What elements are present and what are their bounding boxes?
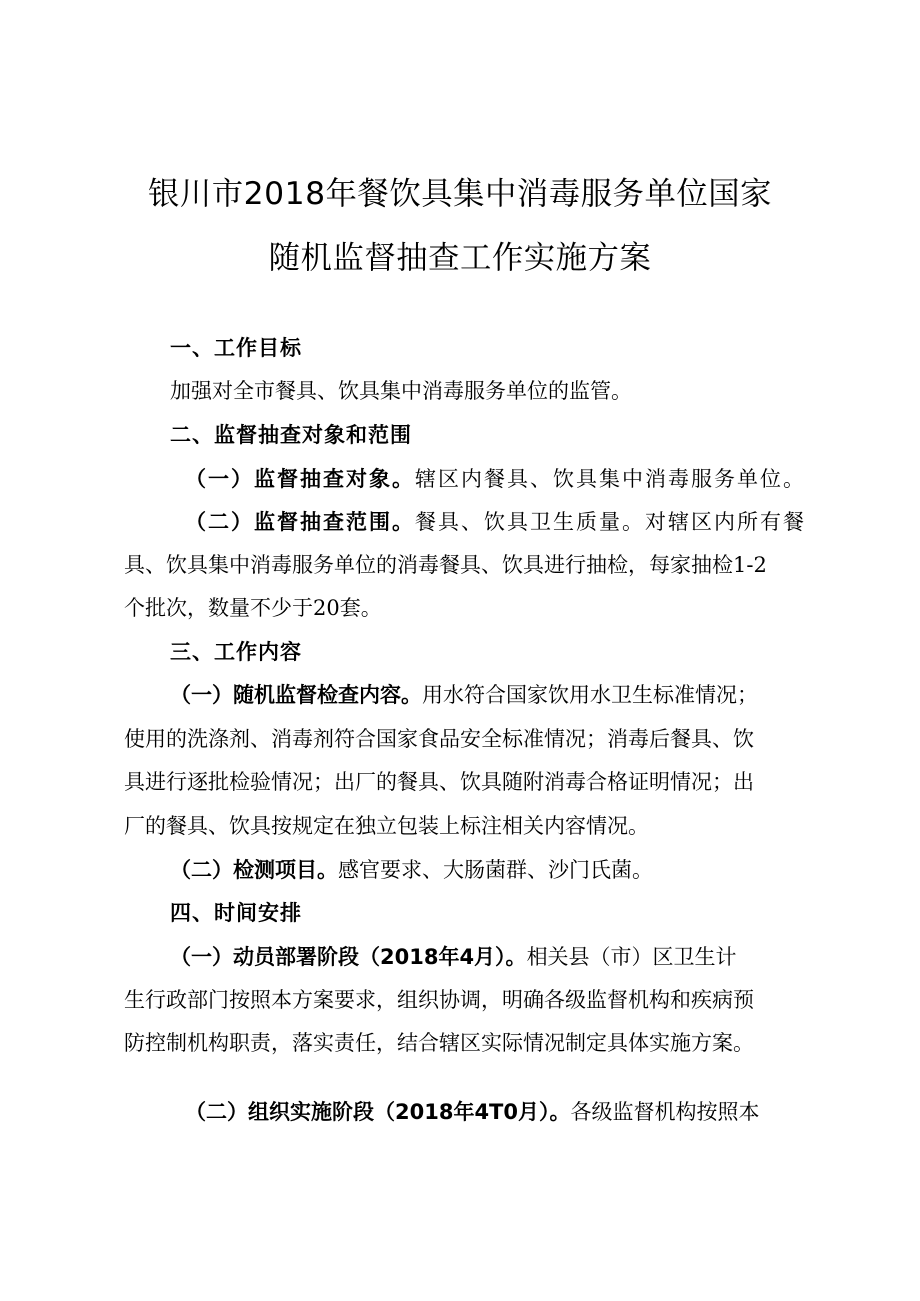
section-3-item-1-label: （一）随机监督检查内容。 <box>170 683 422 707</box>
section-4-item-1-line-2: 生行政部门按照本方案要求，组织协调，明确各级监督机构和疾病预 <box>124 988 754 1012</box>
section-4-heading: 四、时间安排 <box>170 901 302 925</box>
section-3-item-2-text: 感官要求、大肠菌群、沙门氏菌。 <box>338 858 653 882</box>
section-4-item-2-label: （二）组织实施阶段（2018年4T0月）。 <box>185 1100 571 1124</box>
section-4-item-2-line-1 <box>185 1097 760 1127</box>
section-3-item-1-line-2: 使用的洗涤剂、消毒剂符合国家食品安全标准情况；消毒后餐具、饮 <box>124 727 754 751</box>
section-2-item-1 <box>185 464 806 494</box>
section-4-item-1-label: （一）动员部署阶段（2018年4月）。 <box>170 945 527 969</box>
section-2-item-2-label: （二）监督抽查范围。 <box>185 510 415 534</box>
section-3-heading: 三、工作内容 <box>170 640 302 664</box>
section-2-item-2-text-1: 餐具、饮具卫生质量。对辖区内所有餐 <box>415 510 806 534</box>
section-4-item-1-line-3: 防控制机构职责，落实责任，结合辖区实际情况制定具体实施方案。 <box>124 1031 754 1055</box>
section-2-item-2-line-3: 个批次，数量不少于20套。 <box>124 596 382 620</box>
section-4-item-2-text-1: 各级监督机构按照本 <box>570 1100 760 1124</box>
section-1-heading: 一、工作目标 <box>170 336 302 360</box>
section-1-text: 加强对全市餐具、饮具集中消毒服务单位的监管。 <box>170 379 632 403</box>
section-4-item-1-text-1: 相关县（市）区卫生计 <box>526 945 737 969</box>
section-3-item-2 <box>170 855 653 885</box>
section-3-item-2-label: （二）检测项目。 <box>170 858 338 882</box>
section-2-item-2-line-1 <box>185 507 806 537</box>
document-title-line-2: 随机监督抽查工作实施方案 <box>268 240 652 276</box>
section-2-item-2-line-2: 具、饮具集中消毒服务单位的消毒餐具、饮具进行抽检，每家抽检1-2 <box>124 553 767 577</box>
section-2-item-1-text: 辖区内餐具、饮具集中消毒服务单位。 <box>415 467 806 491</box>
section-3-item-1-text-1: 用水符合国家饮用水卫生标准情况； <box>422 683 758 707</box>
document-title-line-1: 银川市2018年餐饮具集中消毒服务单位国家 <box>147 176 773 212</box>
section-3-item-1-line-3: 具进行逐批检验情况；出厂的餐具、饮具随附消毒合格证明情况；出 <box>124 770 754 794</box>
section-2-item-1-label: （一）监督抽查对象。 <box>185 467 415 491</box>
section-4-item-1-line-1 <box>170 942 737 972</box>
section-2-heading: 二、监督抽查对象和范围 <box>170 423 412 447</box>
section-3-item-1-line-4: 厂的餐具、饮具按规定在独立包装上标注相关内容情况。 <box>124 814 649 838</box>
section-3-item-1-line-1 <box>170 680 758 710</box>
